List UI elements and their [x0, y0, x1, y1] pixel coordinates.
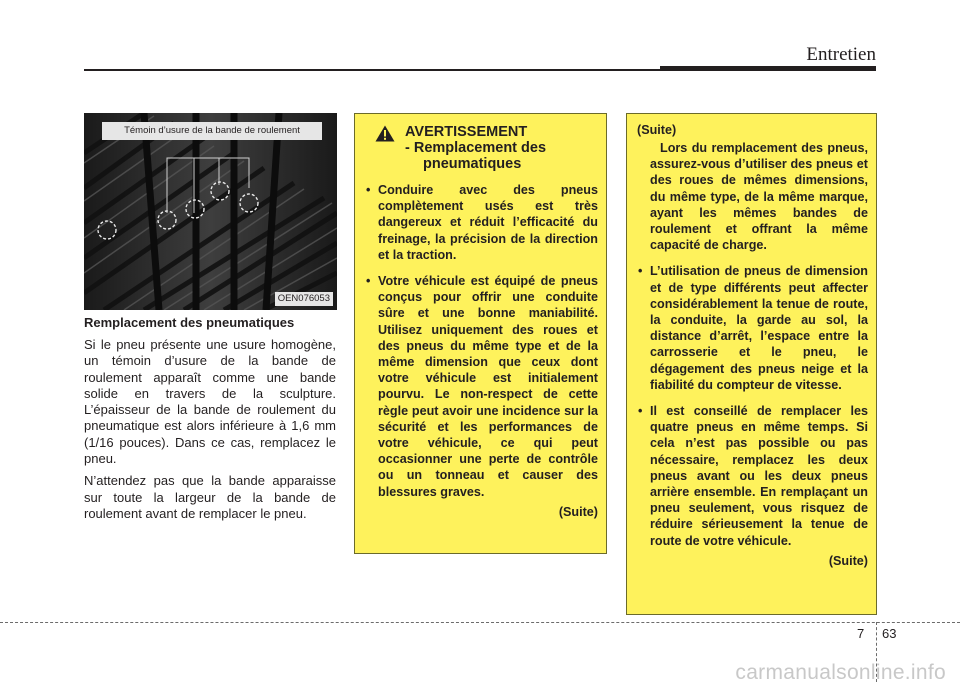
- section-title: Entretien: [806, 44, 876, 65]
- header-rule-accent: [660, 66, 876, 71]
- paragraph: Lors du remplacement des pneus, assurez-vous d’utiliser des pneus et des roues de mêmes dimensions, du même type, de la même marque, ayant les mêmes bandes de roulement et offrant la même capacité de charge.: [650, 141, 868, 253]
- warning-list: [637, 263, 868, 548]
- list-item: • Votre véhicule est équipé de pneus conçus pour offrir une conduite sûre et une bonne maniabilité. Utilisez uniquement des roues et des pneus du même type et de la même dimension que ceux dont votre véhicule est initialement pourvu. Le non-respect de cette règle peut avoir une incidence sur la sécurité et les performances de votre véhicule, ce qui peut occasionner une perte de contrôle ou un tonneau et causer des blessures graves.: [365, 273, 598, 500]
- tire-replacement-section: [84, 314, 336, 528]
- warning-list: [365, 182, 598, 500]
- page-number: 63: [882, 626, 897, 641]
- warning-box: [354, 113, 607, 554]
- figure-caption: Témoin d’usure de la bande de roulement: [102, 122, 322, 140]
- tire-tread-illustration: [84, 113, 337, 310]
- paragraph: N’attendez pas que la bande apparaisse sur toute la largeur de la bande de roulement avant de remplacer le pneu.: [84, 473, 336, 521]
- list-item: • Il est conseillé de remplacer les quatre pneus en même temps. Si cela n’est pas possible ou pas nécessaire, remplacez les deux pneus avant ou les deux pneus arrière ensemble. En remplaçant un pneu seulement, vous risquez de réduire sérieusement la tenue de route de votre véhicule.: [637, 403, 868, 549]
- continued-heading: (Suite): [637, 123, 677, 137]
- warning-subtitle-cont: pneumatiques: [423, 156, 522, 172]
- continued-label: (Suite): [558, 504, 598, 519]
- footer-rule: [0, 622, 960, 623]
- watermark: carmanualsonline.info: [735, 661, 946, 684]
- warning-box-continued: [626, 113, 877, 615]
- section-heading: Remplacement des pneumatiques: [84, 315, 295, 330]
- continued-label: (Suite): [828, 553, 868, 568]
- warning-title: AVERTISSEMENT: [405, 124, 528, 140]
- chapter-number: 7: [857, 626, 865, 641]
- list-item: • Conduire avec des pneus complètement usés est très dangereux et réduit l’efficacité du freinage, la précision de la direction et la traction.: [365, 182, 598, 263]
- warning-triangle-icon: [375, 125, 395, 142]
- header-rule: [84, 69, 660, 71]
- list-item: • L’utilisation de pneus de dimension et de type différents peut affecter considérablement la tenue de route, la conduite, la garde au sol, la distance d’arrêt, l’espace entre la carrosserie et le pneu, le dégagement des pneus neige et la fiabilité du compteur de vitesse.: [637, 263, 868, 393]
- tire-tread-figure: [84, 113, 337, 310]
- paragraph: Si le pneu présente une usure homogène, un témoin d’usure de la bande de roulement apparaît comme une bande solide en travers de la sculpture. L’épaisseur de la bande de roulement du pneumatique est alors inférieure à 1,6 mm (1/16 pouces). Dans ce cas, remplacez le pneu.: [84, 337, 336, 467]
- figure-code: OEN076053: [275, 292, 333, 306]
- warning-heading: [365, 124, 598, 140]
- warning-subtitle: - Remplacement des: [405, 140, 547, 156]
